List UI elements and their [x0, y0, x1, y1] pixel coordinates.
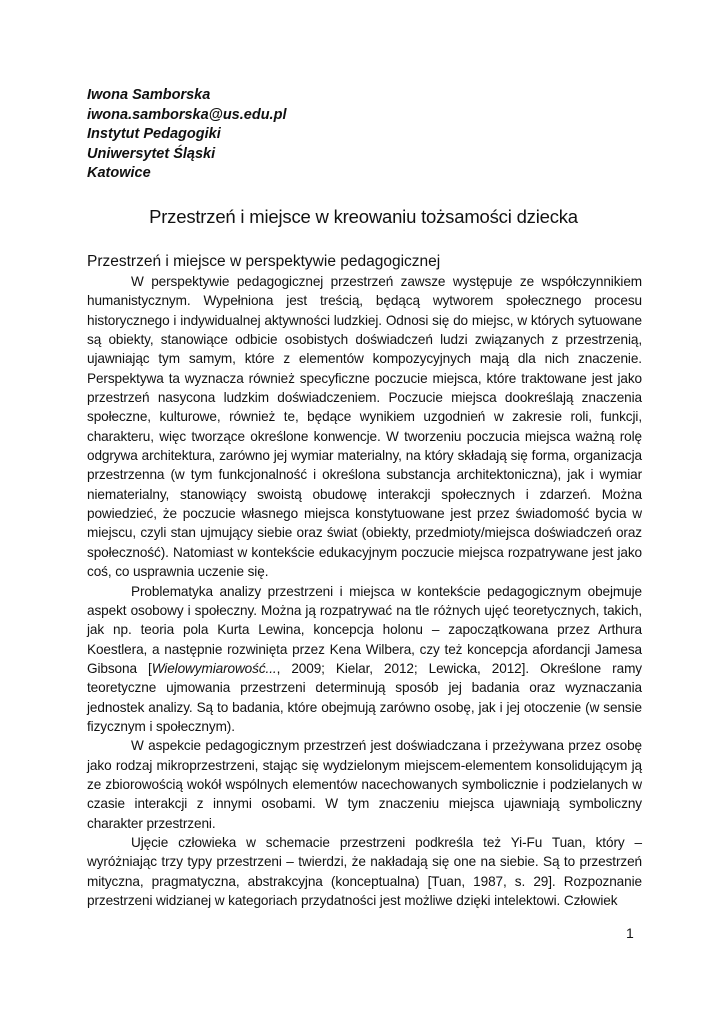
author-block — [87, 86, 487, 184]
author-email: iwona.samborska@us.edu.pl — [87, 106, 287, 123]
author-institute: Instytut Pedagogiki — [87, 126, 221, 142]
paragraph-2-citation: Wielowymiarowość... — [151, 660, 277, 676]
paragraph-1: W perspektywie pedagogicznej przestrzeń zawsze występuje ze współczynnikiem humanistycznym. Wypełniona jest treścią, będącą wytworem społecznego procesu historycznego i indywidualnej aktywności ludzkiej. Odnosi się do miejsc, w których sytuowane są obiekty, stanowiące odbicie osobistych doświadczeń ludzi związanych z przestrzenią, ujawniając tym samym, które z elementów kompozycyjnych mają dla nich znaczenie. Perspektywa ta wyznacza również specyficzne poczucie miejsca, które traktowane jest jako przestrzeń nasycona ludzkim doświadczeniem. Poczucie miejsca dookreślają znaczenia społeczne, kulturowe, również te, będące wynikiem uzgodnień w zakresie roli, funkcji, charakteru, więc tworzące określone konwencje. W tworzeniu poczucia miejsca ważną rolę odgrywa architektura, zarówno jej wymiar materialny, na który składają się forma, organizacja przestrzenna (w tym funkcjonalność i określona substancja architektoniczna), jak i wymiar niematerialny, stanowiący swoistą obudowę interakcji społecznych i zdarzeń. Można powiedzieć, że poczucie własnego miejsca konstytuowane jest przez świadomość bycia w miejscu, czyli stan ujmujący siebie oraz świat (obiekty, przedmioty/miejsca doświadczeń oraz społeczność). Natomiast w kontekście edukacyjnym poczucie miejsca rozpatrywane jest jako coś, co usprawnia uczenie się. — [87, 274, 642, 580]
author-city: Katowice — [87, 165, 151, 181]
section-heading: Przestrzeń i miejsce w perspektywie pedagogicznej — [87, 253, 441, 270]
paragraph-2-text-before: Problematyka analizy przestrzeni i miejsca w kontekście pedagogicznym obejmuje aspekt osobowy i społeczny. Można ją rozpatrywać na tle różnych ujęć teoretycznych, takich, jak np. teoria pola Kurta Lewina, koncepcja holonu – zapoczątkowana przez Arthura Koestlera, a następnie rozwinięta przez Kena Wilbera, czy też koncepcja afordancji Jamesa Gibsona [ — [87, 583, 642, 676]
paragraph-2-text-after: , 2009; Kielar, 2012; Lewicka, 2012]. Określone ramy teoretyczne ujmowania przestrzeni determinują sposób jej badania oraz wyznaczania jednostek analizy. Są to badania, które obejmują zarówno osobę, jak i jej otoczenie (w sensie fizycznym i społecznym). — [87, 660, 642, 734]
paragraph-3: W aspekcie pedagogicznym przestrzeń jest doświadczana i przeżywana przez osobę jako rodzaj mikroprzestrzeni, stając się wydzielonym miejscem-elementem konsolidującym ją ze zbiorowością wokół wspólnych elementów nacechowanych symbolicznie i podzielanych w czasie interakcji z innymi osobami. W tym znaczeniu miejsca ujawniają symboliczny charakter przestrzeni. — [87, 738, 642, 831]
body-text — [87, 272, 642, 910]
author-university: Uniwersytet Śląski — [87, 145, 216, 162]
paragraph-2 — [87, 582, 642, 737]
page-number: 1 — [626, 925, 634, 941]
author-name: Iwona Samborska — [87, 87, 211, 103]
document-title: Przestrzeń i miejsce w kreowaniu tożsamości dziecka — [149, 206, 578, 227]
paragraph-4: Ujęcie człowieka w schemacie przestrzeni podkreśla też Yi-Fu Tuan, który – wyróżniając trzy typy przestrzeni – twierdzi, że nakładają się one na siebie. Są to przestrzeń mityczna, pragmatyczna, abstrakcyjna (konceptualna) [Tuan, 1987, s. 29]. Rozpoznanie przestrzeni widzianej w kategoriach przydatności jest możliwe dzięki intelektowi. Człowiek — [87, 834, 642, 908]
